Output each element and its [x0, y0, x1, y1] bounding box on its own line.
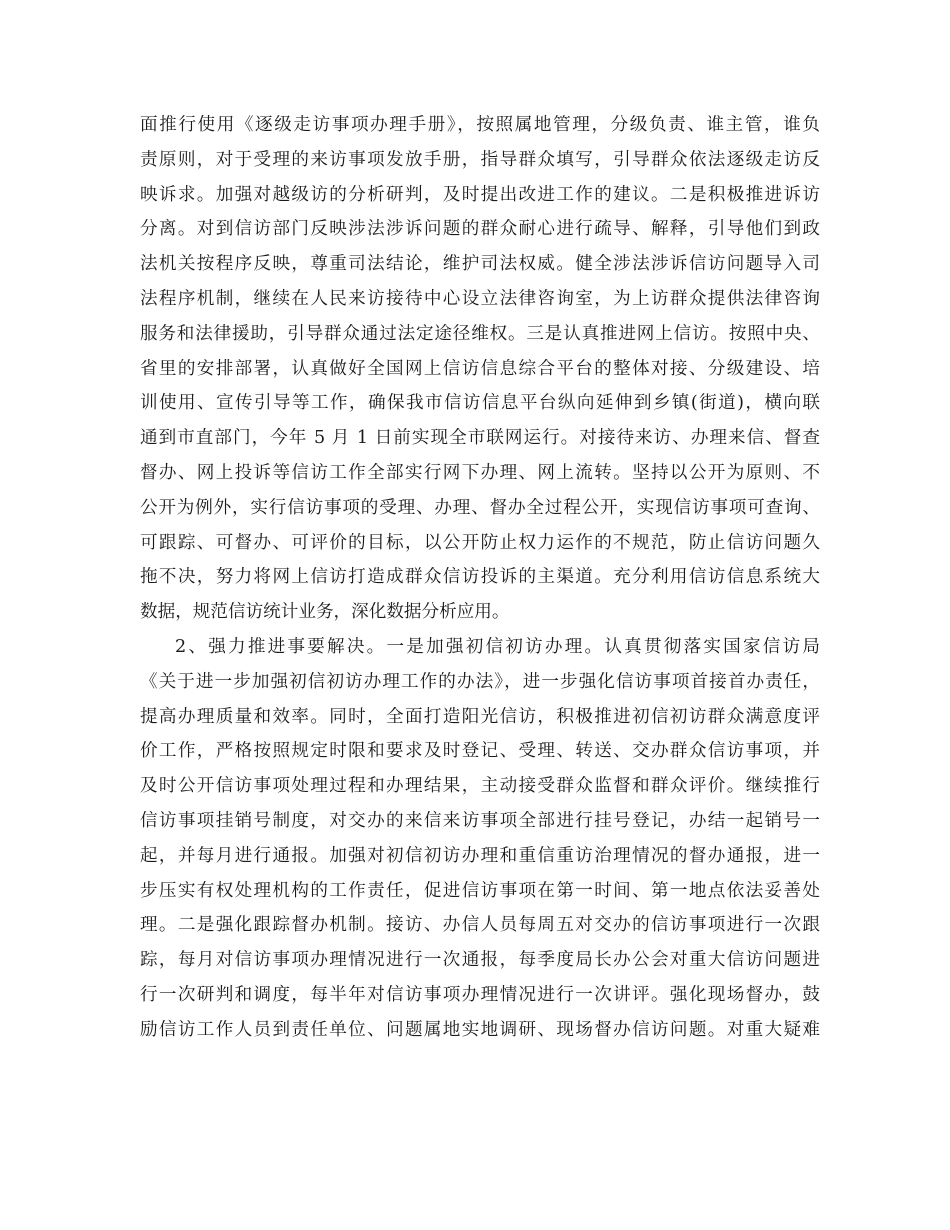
text-line: 踪，每月对信访事项办理情况进行一次通报，每季度局长办公会对重大信访问题进: [140, 950, 820, 971]
text-line: 面推行使用《逐级走访事项办理手册》，按照属地管理，分级负责、谁主管，谁负: [140, 115, 820, 135]
text-line: 步压实有权处理机构的工作责任，促进信访事项在第一时间、第一地点依法妥善处: [140, 880, 820, 901]
text-line: 拖不决，努力将网上信访打造成群众信访投诉的主渠道。充分利用信访信息系统大: [140, 567, 820, 588]
text-line: 励信访工作人员到责任单位、问题属地实地调研、现场督办信访问题。对重大疑难: [140, 1019, 820, 1040]
text-line: 《关于进一步加强初信初访办理工作的办法》，进一步强化信访事项首接首办责任，: [140, 671, 820, 692]
text-line: 通到市直部门，今年 5 月 1 日前实现全市联网运行。对接待来访、办理来信、督查: [140, 428, 820, 449]
text-line: 分离。对到信访部门反映涉法涉诉问题的群众耐心进行疏导、解释，引导他们到政: [140, 219, 820, 240]
text-line: 服务和法律援助，引导群众通过法定途径维权。三是认真推进网上信访。按照中央、: [140, 323, 820, 344]
text-line: 法程序机制，继续在人民来访接待中心设立法律咨询室，为上访群众提供法律咨询: [140, 288, 820, 309]
text-line: 省里的安排部署，认真做好全国网上信访信息综合平台的整体对接、分级建设、培: [140, 358, 820, 379]
text-line: 公开为例外，实行信访事项的受理、办理、督办全过程公开，实现信访事项可查询、: [140, 497, 820, 518]
text-line: 理。二是强化跟踪督办机制。接访、办信人员每周五对交办的信访事项进行一次跟: [140, 915, 820, 936]
text-line: 起，并每月进行通报。加强对初信初访办理和重信重访治理情况的督办通报，进一: [140, 845, 820, 866]
text-line: 信访事项挂销号制度，对交办的来信来访事项全部进行挂号登记，办结一起销号一: [140, 810, 820, 831]
text-line: 行一次研判和调度，每半年对信访事项办理情况进行一次讲评。强化现场督办，鼓: [140, 984, 820, 1005]
text-line: 及时公开信访事项处理过程和办理结果，主动接受群众监督和群众评价。继续推行: [140, 776, 820, 797]
text-line: 数据，规范信访统计业务，深化数据分析应用。: [140, 602, 510, 623]
paragraph-first-line: 2、强力推进事要解决。一是加强初信初访办理。认真贯彻落实国家信访局: [175, 636, 820, 657]
text-line: 提高办理质量和效率。同时，全面打造阳光信访，积极推进初信初访群众满意度评: [140, 706, 820, 727]
text-line: 督办、网上投诉等信访工作全部实行网下办理、网上流转。坚持以公开为原则、不: [140, 462, 820, 483]
text-line: 价工作，严格按照规定时限和要求及时登记、受理、转送、交办群众信访事项，并: [140, 741, 820, 762]
text-line: 训使用、宣传引导等工作，确保我市信访信息平台纵向延伸到乡镇(街道)，横向联: [140, 393, 820, 414]
text-line: 可跟踪、可督办、可评价的目标，以公开防止权力运作的不规范，防止信访问题久: [140, 532, 820, 553]
text-line: 映诉求。加强对越级访的分析研判，及时提出改进工作的建议。二是积极推进诉访: [140, 184, 820, 205]
text-line: 责原则，对于受理的来访事项发放手册，指导群众填写，引导群众依法逐级走访反: [140, 149, 820, 170]
text-line: 法机关按程序反映，尊重司法结论，维护司法权威。健全涉法涉诉信访问题导入司: [140, 254, 820, 275]
document-body: [140, 108, 820, 1048]
